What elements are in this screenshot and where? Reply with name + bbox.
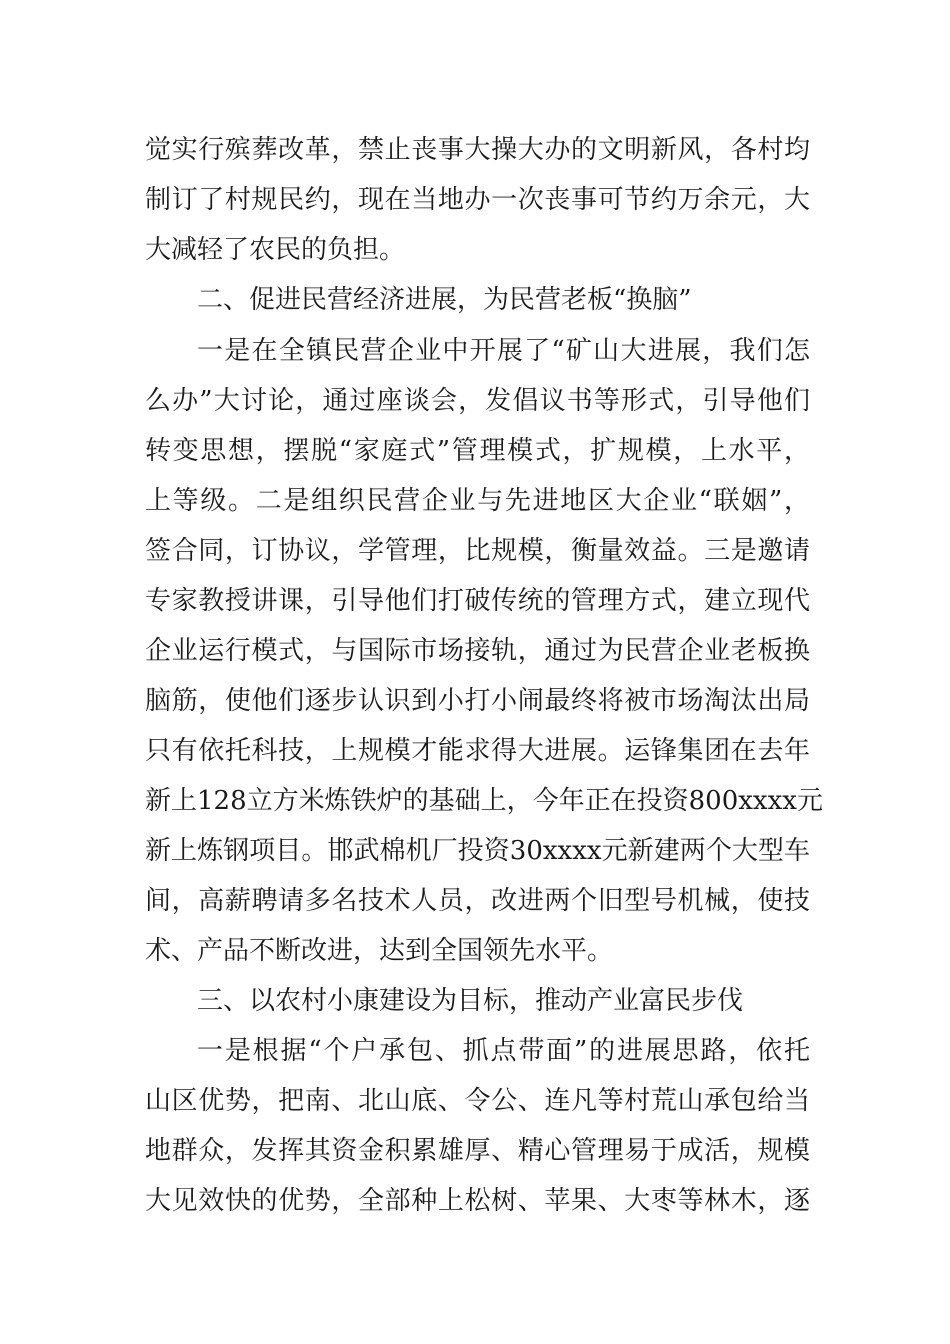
section-heading-3: 三、以农村小康建设为目标，推动产业富民步伐	[197, 986, 744, 1016]
body-text-line: 地群众，发挥其资金积累雄厚、精心管理易于成活，规模	[145, 1136, 810, 1166]
body-text-line: 一是根据“个户承包、抓点带面”的进展思路，依托	[197, 1036, 810, 1066]
body-text-line: 大见效快的优势，全部种上松树、苹果、大枣等林木，逐	[145, 1186, 810, 1216]
body-text-line: 专家教授讲课，引导他们打破传统的管理方式，建立现代	[145, 586, 810, 616]
body-text-line: 只有依托科技，上规模才能求得大进展。运锋集团在去年	[145, 736, 810, 766]
body-text-line: 新上128立方米炼铁炉的基础上，今年正在投资800xxxx元	[145, 786, 823, 816]
body-text-line: 间，高薪聘请多名技术人员，改进两个旧型号机械，使技	[145, 886, 810, 916]
body-text-line: 大减轻了农民的负担。	[145, 235, 406, 265]
body-text-line: 企业运行模式，与国际市场接轨，通过为民营企业老板换	[145, 636, 810, 666]
body-text-line: 一是在全镇民营企业中开展了“矿山大进展，我们怎	[197, 336, 810, 366]
section-heading-2: 二、促进民营经济进展，为民营老板“换脑”	[197, 285, 692, 315]
body-text-line: 脑筋，使他们逐步认识到小打小闹最终将被市场淘汰出局	[145, 686, 810, 716]
body-text-line: 山区优势，把南、北山底、令公、连凡等村荒山承包给当	[145, 1086, 810, 1116]
body-text-line: 新上炼钢项目。邯武棉机厂投资30xxxx元新建两个大型车	[145, 836, 810, 866]
body-text-line: 转变思想，摆脱“家庭式”管理模式，扩规模，上水平，	[145, 436, 810, 466]
body-text-line: 觉实行殡葬改革，禁止丧事大操大办的文明新风，各村均	[145, 135, 810, 165]
body-text-line: 么办”大讨论，通过座谈会，发倡议书等形式，引导他们	[145, 386, 810, 416]
body-text-line: 术、产品不断改进，达到全国领先水平。	[145, 936, 614, 966]
body-text-line: 制订了村规民约，现在当地办一次丧事可节约万余元，大	[145, 185, 810, 215]
body-text-line: 上等级。二是组织民营企业与先进地区大企业“联姻”，	[145, 486, 810, 516]
body-text-line: 签合同，订协议，学管理，比规模，衡量效益。三是邀请	[145, 536, 810, 566]
